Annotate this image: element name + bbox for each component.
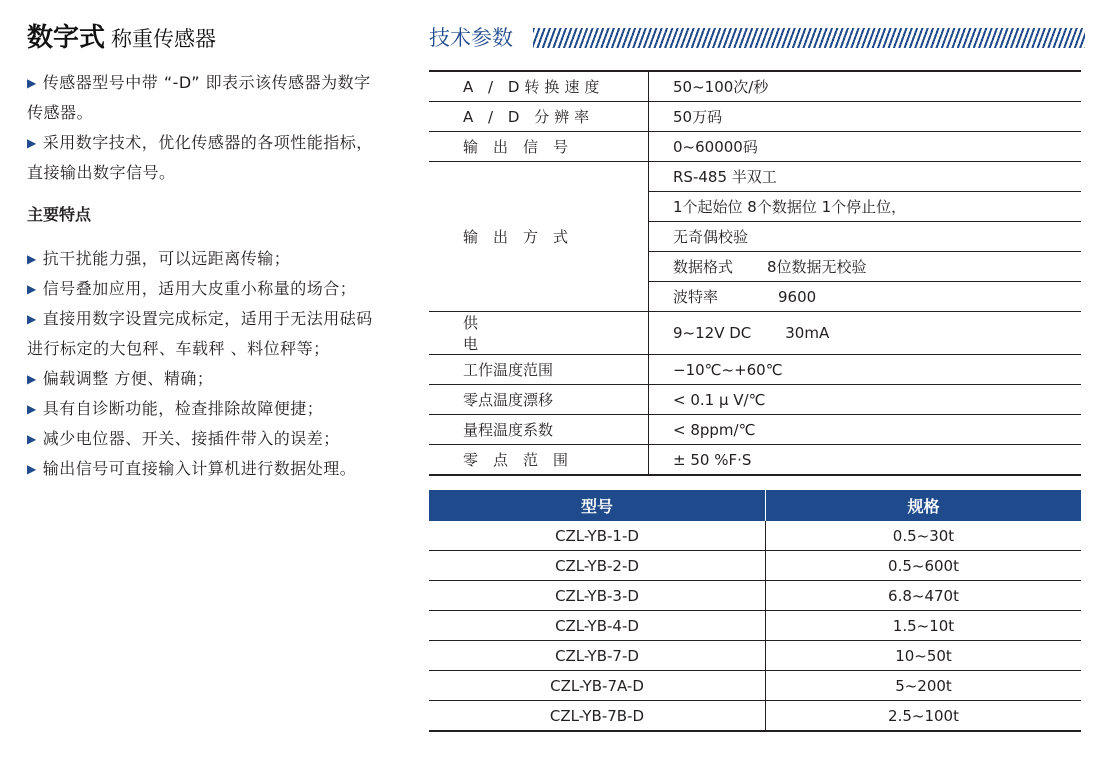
table-row	[429, 551, 1081, 581]
range-cell: 5~200t	[766, 671, 1082, 701]
range-cell: 0.5~600t	[766, 551, 1082, 581]
triangle-bullet-icon: ▶	[27, 136, 37, 150]
features-title: 主要特点	[27, 205, 92, 224]
feature-item: ▶ 偏载调整 方便、精确；	[27, 369, 214, 388]
hatch-decoration	[533, 28, 1085, 48]
table-row	[429, 132, 1081, 162]
feature-item: ▶ 输出信号可直接输入计算机进行数据处理。	[27, 459, 357, 478]
triangle-bullet-icon: ▶	[27, 76, 37, 90]
spec-value: 0~60000码	[649, 132, 1082, 162]
specs-title: 技术参数	[429, 26, 513, 50]
table-row	[429, 641, 1081, 671]
feature-item: ▶ 减少电位器、开关、接插件带入的误差；	[27, 429, 340, 448]
triangle-bullet-icon: ▶	[27, 402, 37, 416]
feature-item: ▶ 抗干扰能力强，可以远距离传输；	[27, 249, 291, 268]
table-row	[429, 71, 1081, 102]
table-row	[429, 102, 1081, 132]
spec-label: 供电	[429, 312, 649, 355]
model-cell: CZL-YB-7A-D	[429, 671, 766, 701]
table-row	[429, 611, 1081, 641]
spec-label: 零点范围	[429, 445, 649, 476]
spec-value: < 8ppm/℃	[649, 415, 1082, 445]
spec-label: 输出信号	[429, 132, 649, 162]
table-row	[429, 415, 1081, 445]
column-header-spec: 规格	[766, 490, 1082, 521]
model-cell: CZL-YB-2-D	[429, 551, 766, 581]
spec-label: 量程温度系数	[429, 415, 649, 445]
table-row	[429, 581, 1081, 611]
features-list	[27, 244, 387, 484]
spec-value: 50万码	[649, 102, 1082, 132]
intro-list	[27, 68, 387, 188]
range-cell: 10~50t	[766, 641, 1082, 671]
feature-item: ▶ 信号叠加应用，适用大皮重小称量的场合；	[27, 279, 357, 298]
model-cell: CZL-YB-1-D	[429, 521, 766, 551]
spec-value: 1个起始位 8个数据位 1个停止位，	[649, 192, 1082, 222]
range-cell: 2.5~100t	[766, 701, 1082, 732]
table-header-row	[429, 490, 1081, 521]
range-cell: 1.5~10t	[766, 611, 1082, 641]
spec-value: 数据格式 8位数据无校验	[649, 252, 1082, 282]
triangle-bullet-icon: ▶	[27, 462, 37, 476]
spec-value: < 0.1 μ V/℃	[649, 385, 1082, 415]
model-cell: CZL-YB-7B-D	[429, 701, 766, 732]
model-cell: CZL-YB-7-D	[429, 641, 766, 671]
spec-label: A / D转换速度	[429, 71, 649, 102]
spec-label: 零点温度漂移	[429, 385, 649, 415]
models-table	[429, 490, 1081, 732]
model-cell: CZL-YB-4-D	[429, 611, 766, 641]
table-row	[429, 521, 1081, 551]
range-cell: 0.5~30t	[766, 521, 1082, 551]
column-header-model: 型号	[429, 490, 766, 521]
triangle-bullet-icon: ▶	[27, 252, 37, 266]
table-row	[429, 312, 1081, 355]
spec-value: 9~12V DC 30mA	[649, 312, 1082, 355]
triangle-bullet-icon: ▶	[27, 432, 37, 446]
spec-value: 50~100次/秒	[649, 71, 1082, 102]
page-title-normal: 称重传感器	[111, 27, 217, 51]
table-row	[429, 355, 1081, 385]
triangle-bullet-icon: ▶	[27, 372, 37, 386]
table-row	[429, 162, 1081, 192]
specs-table	[429, 70, 1081, 476]
spec-value: 波特率 9600	[649, 282, 1082, 312]
spec-value: ± 50 %F·S	[649, 445, 1082, 476]
spec-value: −10℃~+60℃	[649, 355, 1082, 385]
spec-label: 工作温度范围	[429, 355, 649, 385]
table-row	[429, 385, 1081, 415]
table-row	[429, 671, 1081, 701]
specs-header	[429, 20, 1085, 50]
spec-value: 无奇偶校验	[649, 222, 1082, 252]
range-cell: 6.8~470t	[766, 581, 1082, 611]
spec-value: RS-485 半双工	[649, 162, 1082, 192]
feature-item: ▶ 直接用数字设置完成标定，适用于无法用砝码进行标定的大包秤、车载秤 、料位秤等；	[27, 309, 373, 358]
page-title	[27, 17, 216, 54]
table-row	[429, 445, 1081, 476]
model-cell: CZL-YB-3-D	[429, 581, 766, 611]
intro-item: ▶ 采用数字技术，优化传感器的各项性能指标，直接输出数字信号。	[27, 133, 373, 182]
triangle-bullet-icon: ▶	[27, 312, 37, 326]
feature-item: ▶ 具有自诊断功能，检查排除故障便捷；	[27, 399, 324, 418]
triangle-bullet-icon: ▶	[27, 282, 37, 296]
intro-item: ▶ 传感器型号中带 “-D” 即表示该传感器为数字传感器。	[27, 73, 371, 122]
spec-label: A / D 分辨率	[429, 102, 649, 132]
table-row	[429, 701, 1081, 732]
page-title-bold: 数字式	[27, 23, 106, 53]
spec-label: 输出方式	[429, 162, 649, 312]
